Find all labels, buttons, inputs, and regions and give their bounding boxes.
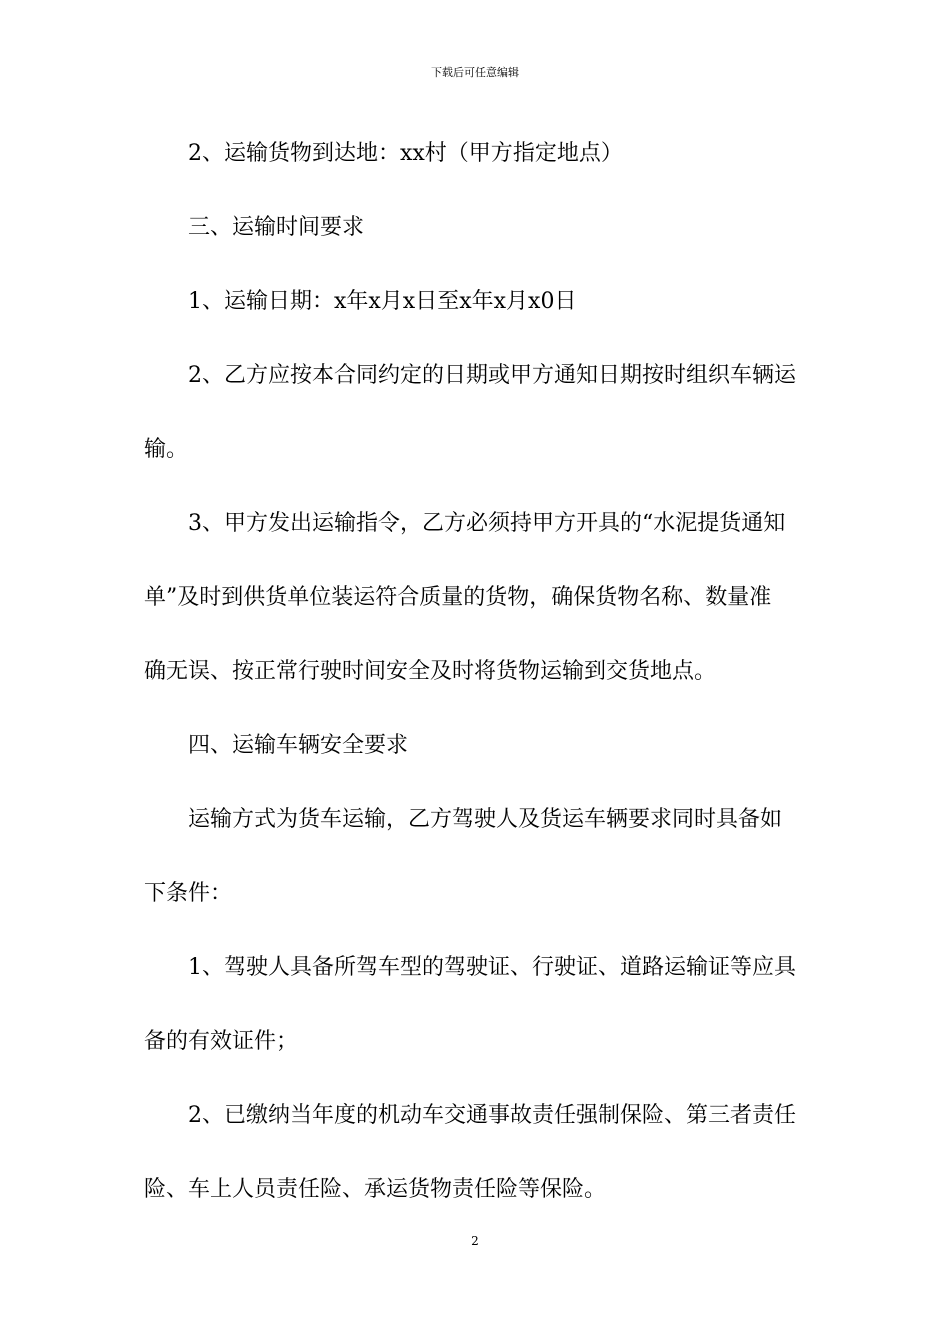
paragraph-line: 1、运输日期：x年x月x日至x年x月x0日: [188, 289, 577, 314]
page-number: 2: [471, 1234, 479, 1248]
page-header: 下载后可任意编辑: [431, 66, 519, 79]
section-heading: 四、运输车辆安全要求: [188, 733, 409, 758]
paragraph-line: 2、乙方应按本合同约定的日期或甲方通知日期按时组织车辆运: [188, 363, 796, 388]
paragraph-line: 2、已缴纳当年度的机动车交通事故责任强制保险、第三者责任: [188, 1103, 796, 1128]
paragraph-line: 2、运输货物到达地：xx村（甲方指定地点）: [188, 141, 623, 166]
paragraph-line: 输。: [144, 437, 189, 462]
paragraph-line: 备的有效证件；: [144, 1029, 299, 1054]
paragraph-line: 确无误、按正常行驶时间安全及时将货物运输到交货地点。: [144, 659, 717, 684]
section-heading: 三、运输时间要求: [188, 215, 365, 240]
paragraph-line: 单”及时到供货单位装运符合质量的货物，确保货物名称、数量准: [144, 585, 772, 610]
paragraph-line: 1、驾驶人具备所驾车型的驾驶证、行驶证、道路运输证等应具: [188, 955, 796, 980]
paragraph-line: 3、甲方发出运输指令，乙方必须持甲方开具的“水泥提货通知: [188, 511, 786, 536]
paragraph-line: 运输方式为货车运输，乙方驾驶人及货运车辆要求同时具备如: [188, 807, 783, 832]
paragraph-line: 险、车上人员责任险、承运货物责任险等保险。: [144, 1177, 607, 1202]
document-body: [144, 130, 809, 1240]
paragraph-line: 下条件：: [144, 881, 233, 906]
